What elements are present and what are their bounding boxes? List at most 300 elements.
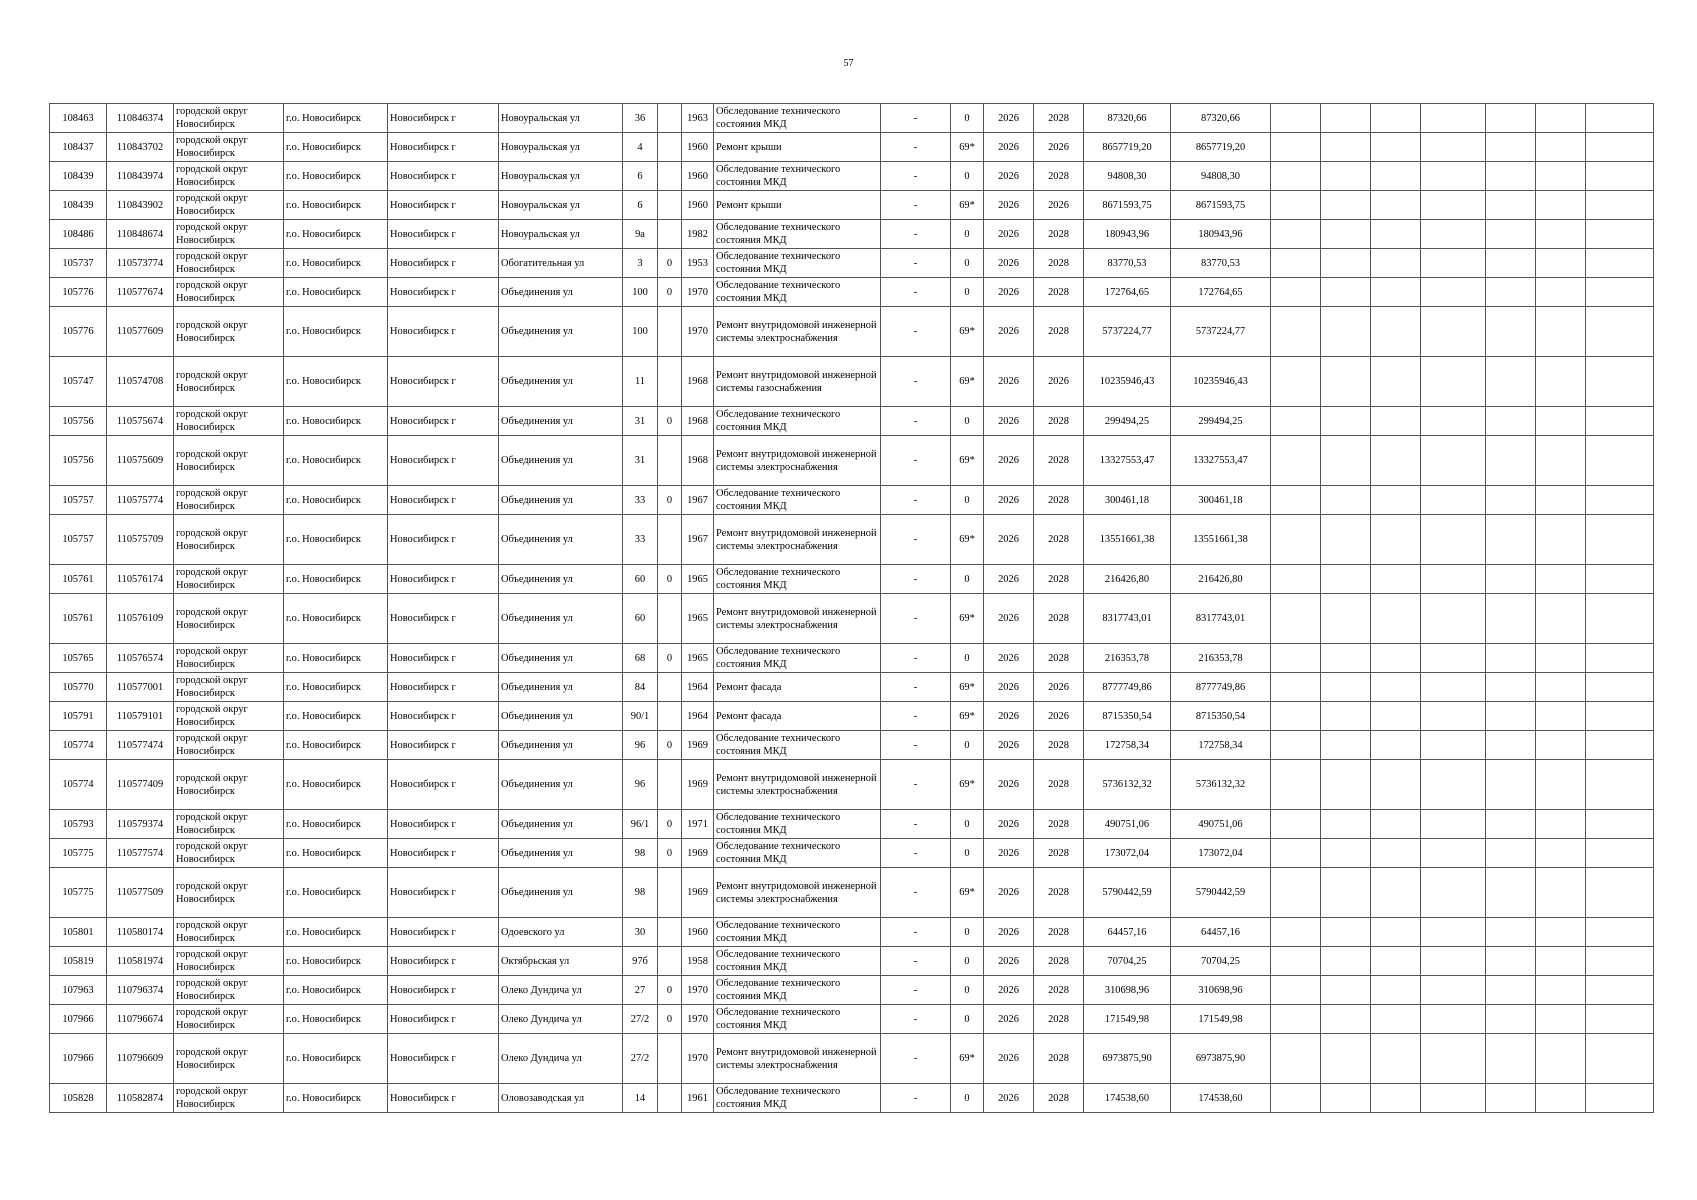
cell-empty [1486,673,1536,702]
cell-house-number: 98 [623,868,658,918]
cell-empty [1486,249,1536,278]
cell-empty [1321,810,1371,839]
cell-empty [1371,162,1421,191]
cell-city: Новосибирск г [388,810,499,839]
cell-empty [1586,868,1654,918]
cell-house-number: 31 [623,436,658,486]
cell-build-year: 1964 [682,702,714,731]
cell-end-year: 2028 [1034,594,1084,644]
cell-district: городской округ Новосибирск [174,486,284,515]
cell-empty [1486,918,1536,947]
cell-municipality: г.о. Новосибирск [284,702,388,731]
cell-work-code: 110577509 [107,868,174,918]
cell-work-code: 110796374 [107,976,174,1005]
cell-record-id: 105774 [50,760,107,810]
cell-district: городской округ Новосибирск [174,1005,284,1034]
cell-municipality: г.о. Новосибирск [284,220,388,249]
cell-work-code: 110577674 [107,278,174,307]
cell-work-type: Обследование технического состояния МКД [714,731,881,760]
cell-empty [1321,307,1371,357]
cell-empty [1536,760,1586,810]
cell-total-cost: 490751,06 [1171,810,1271,839]
cell-total-cost: 173072,04 [1171,839,1271,868]
cell-cost: 13327553,47 [1084,436,1171,486]
cell-house-number: 98 [623,839,658,868]
cell-total-cost: 8657719,20 [1171,133,1271,162]
cell-unit: - [881,1005,951,1034]
cell-cost: 5790442,59 [1084,868,1171,918]
cell-empty [1486,357,1536,407]
cell-district: городской округ Новосибирск [174,868,284,918]
table-row [50,278,1654,307]
table-row [50,760,1654,810]
cell-house-number: 90/1 [623,702,658,731]
cell-end-year: 2028 [1034,436,1084,486]
cell-empty [1271,976,1321,1005]
cell-cost: 94808,30 [1084,162,1171,191]
cell-building-number [658,868,682,918]
cell-empty [1371,191,1421,220]
cell-volume: 69* [951,760,984,810]
cell-building-number: 0 [658,1005,682,1034]
cell-empty [1586,1084,1654,1113]
cell-volume: 0 [951,810,984,839]
cell-empty [1371,515,1421,565]
cell-house-number: 27/2 [623,1034,658,1084]
cell-build-year: 1965 [682,565,714,594]
cell-start-year: 2026 [984,644,1034,673]
cell-empty [1271,307,1321,357]
cell-total-cost: 172758,34 [1171,731,1271,760]
cell-empty [1421,515,1486,565]
cell-work-code: 110574708 [107,357,174,407]
cell-municipality: г.о. Новосибирск [284,486,388,515]
cell-district: городской округ Новосибирск [174,133,284,162]
cell-city: Новосибирск г [388,220,499,249]
cell-district: городской округ Новосибирск [174,407,284,436]
cell-volume: 69* [951,307,984,357]
cell-work-code: 110582874 [107,1084,174,1113]
cell-unit: - [881,976,951,1005]
cell-record-id: 105774 [50,731,107,760]
cell-empty [1586,191,1654,220]
cell-house-number: 14 [623,1084,658,1113]
cell-empty [1536,644,1586,673]
cell-empty [1271,162,1321,191]
cell-building-number [658,357,682,407]
cell-cost: 6973875,90 [1084,1034,1171,1084]
cell-empty [1271,249,1321,278]
cell-building-number: 0 [658,976,682,1005]
cell-end-year: 2026 [1034,357,1084,407]
table-row [50,810,1654,839]
cell-empty [1586,976,1654,1005]
cell-start-year: 2026 [984,1005,1034,1034]
cell-empty [1536,133,1586,162]
table-row [50,515,1654,565]
cell-empty [1486,839,1536,868]
cell-empty [1586,702,1654,731]
cell-unit: - [881,702,951,731]
cell-empty [1486,515,1536,565]
cell-work-type: Ремонт внутридомовой инженерной системы электроснабжения [714,868,881,918]
cell-district: городской округ Новосибирск [174,191,284,220]
cell-empty [1271,644,1321,673]
cell-unit: - [881,515,951,565]
table-row [50,839,1654,868]
cell-district: городской округ Новосибирск [174,357,284,407]
cell-cost: 310698,96 [1084,976,1171,1005]
cell-empty [1486,133,1536,162]
cell-city: Новосибирск г [388,976,499,1005]
cell-end-year: 2028 [1034,947,1084,976]
cell-record-id: 105737 [50,249,107,278]
cell-build-year: 1953 [682,249,714,278]
cell-start-year: 2026 [984,486,1034,515]
cell-work-code: 110846374 [107,104,174,133]
cell-empty [1486,191,1536,220]
cell-empty [1536,436,1586,486]
cell-empty [1271,104,1321,133]
cell-volume: 0 [951,278,984,307]
cell-total-cost: 64457,16 [1171,918,1271,947]
cell-empty [1586,307,1654,357]
cell-city: Новосибирск г [388,594,499,644]
cell-empty [1321,839,1371,868]
cell-empty [1421,918,1486,947]
cell-total-cost: 6973875,90 [1171,1034,1271,1084]
cell-end-year: 2026 [1034,191,1084,220]
cell-unit: - [881,594,951,644]
cell-cost: 70704,25 [1084,947,1171,976]
cell-build-year: 1967 [682,486,714,515]
cell-work-code: 110575709 [107,515,174,565]
cell-empty [1536,947,1586,976]
cell-empty [1271,810,1321,839]
cell-empty [1321,594,1371,644]
cell-empty [1371,278,1421,307]
cell-empty [1321,868,1371,918]
table-row [50,357,1654,407]
cell-start-year: 2026 [984,673,1034,702]
cell-empty [1321,644,1371,673]
cell-empty [1536,1084,1586,1113]
cell-build-year: 1965 [682,594,714,644]
cell-end-year: 2028 [1034,644,1084,673]
cell-building-number [658,947,682,976]
cell-record-id: 105756 [50,407,107,436]
cell-district: городской округ Новосибирск [174,976,284,1005]
cell-house-number: 96 [623,731,658,760]
cell-city: Новосибирск г [388,357,499,407]
cell-district: городской округ Новосибирск [174,249,284,278]
cell-work-code: 110577574 [107,839,174,868]
cell-record-id: 105770 [50,673,107,702]
cell-municipality: г.о. Новосибирск [284,760,388,810]
cell-empty [1371,673,1421,702]
cell-build-year: 1970 [682,1005,714,1034]
cell-cost: 174538,60 [1084,1084,1171,1113]
cell-work-type: Ремонт крыши [714,191,881,220]
cell-empty [1271,594,1321,644]
cell-empty [1271,486,1321,515]
cell-work-type: Ремонт фасада [714,673,881,702]
cell-total-cost: 13551661,38 [1171,515,1271,565]
cell-house-number: 3 [623,249,658,278]
cell-unit: - [881,731,951,760]
cell-cost: 87320,66 [1084,104,1171,133]
cell-empty [1586,594,1654,644]
cell-street: Оловозаводская ул [499,1084,623,1113]
cell-start-year: 2026 [984,760,1034,810]
cell-work-code: 110843902 [107,191,174,220]
cell-work-code: 110577001 [107,673,174,702]
cell-empty [1421,1034,1486,1084]
cell-empty [1421,278,1486,307]
cell-volume: 0 [951,104,984,133]
cell-unit: - [881,673,951,702]
cell-city: Новосибирск г [388,731,499,760]
cell-empty [1586,486,1654,515]
cell-building-number [658,594,682,644]
cell-unit: - [881,278,951,307]
cell-volume: 69* [951,191,984,220]
cell-district: городской округ Новосибирск [174,810,284,839]
cell-building-number: 0 [658,810,682,839]
cell-empty [1421,594,1486,644]
cell-volume: 69* [951,868,984,918]
cell-street: Одоевского ул [499,918,623,947]
cell-end-year: 2028 [1034,976,1084,1005]
cell-street: Олеко Дундича ул [499,976,623,1005]
cell-city: Новосибирск г [388,702,499,731]
cell-end-year: 2028 [1034,515,1084,565]
cell-empty [1486,594,1536,644]
cell-record-id: 105757 [50,486,107,515]
cell-cost: 13551661,38 [1084,515,1171,565]
cell-work-type: Ремонт внутридомовой инженерной системы электроснабжения [714,594,881,644]
cell-cost: 10235946,43 [1084,357,1171,407]
cell-volume: 0 [951,486,984,515]
cell-work-type: Обследование технического состояния МКД [714,810,881,839]
cell-empty [1321,1005,1371,1034]
cell-empty [1371,1084,1421,1113]
cell-unit: - [881,1084,951,1113]
cell-work-type: Обследование технического состояния МКД [714,839,881,868]
cell-unit: - [881,307,951,357]
cell-unit: - [881,918,951,947]
cell-end-year: 2026 [1034,702,1084,731]
cell-cost: 8671593,75 [1084,191,1171,220]
cell-district: городской округ Новосибирск [174,644,284,673]
cell-empty [1271,673,1321,702]
cell-city: Новосибирск г [388,644,499,673]
cell-volume: 0 [951,249,984,278]
cell-end-year: 2028 [1034,162,1084,191]
cell-empty [1421,839,1486,868]
cell-empty [1486,760,1536,810]
cell-unit: - [881,191,951,220]
cell-build-year: 1968 [682,357,714,407]
cell-volume: 0 [951,407,984,436]
cell-total-cost: 87320,66 [1171,104,1271,133]
cell-city: Новосибирск г [388,947,499,976]
cell-empty [1271,839,1321,868]
cell-city: Новосибирск г [388,249,499,278]
cell-city: Новосибирск г [388,760,499,810]
cell-start-year: 2026 [984,436,1034,486]
table-row [50,1084,1654,1113]
cell-work-code: 110843974 [107,162,174,191]
cell-empty [1421,1084,1486,1113]
table-row [50,191,1654,220]
cell-street: Объединения ул [499,594,623,644]
cell-city: Новосибирск г [388,162,499,191]
cell-total-cost: 94808,30 [1171,162,1271,191]
cell-total-cost: 174538,60 [1171,1084,1271,1113]
cell-work-code: 110576574 [107,644,174,673]
cell-end-year: 2028 [1034,104,1084,133]
cell-record-id: 108463 [50,104,107,133]
cell-start-year: 2026 [984,162,1034,191]
cell-record-id: 105819 [50,947,107,976]
cell-empty [1486,436,1536,486]
cell-record-id: 105761 [50,565,107,594]
cell-empty [1371,810,1421,839]
cell-empty [1371,868,1421,918]
cell-district: городской округ Новосибирск [174,278,284,307]
cell-end-year: 2028 [1034,1084,1084,1113]
cell-work-code: 110843702 [107,133,174,162]
cell-empty [1586,104,1654,133]
cell-empty [1371,407,1421,436]
cell-empty [1586,644,1654,673]
cell-volume: 69* [951,357,984,407]
cell-empty [1421,220,1486,249]
cell-total-cost: 216426,80 [1171,565,1271,594]
cell-empty [1371,249,1421,278]
cell-empty [1486,1084,1536,1113]
cell-empty [1536,731,1586,760]
cell-empty [1421,810,1486,839]
table-row [50,594,1654,644]
cell-empty [1486,976,1536,1005]
cell-empty [1421,486,1486,515]
cell-end-year: 2028 [1034,1005,1084,1034]
cell-cost: 8317743,01 [1084,594,1171,644]
cell-empty [1536,1034,1586,1084]
cell-house-number: 60 [623,565,658,594]
cell-start-year: 2026 [984,407,1034,436]
cell-building-number [658,104,682,133]
cell-street: Объединения ул [499,760,623,810]
cell-empty [1486,947,1536,976]
cell-empty [1271,220,1321,249]
cell-empty [1421,673,1486,702]
cell-house-number: 96 [623,760,658,810]
cell-street: Объединения ул [499,515,623,565]
cell-unit: - [881,810,951,839]
cell-record-id: 105765 [50,644,107,673]
cell-record-id: 105756 [50,436,107,486]
cell-street: Объединения ул [499,731,623,760]
cell-district: городской округ Новосибирск [174,515,284,565]
cell-empty [1321,486,1371,515]
cell-end-year: 2028 [1034,918,1084,947]
cell-building-number [658,515,682,565]
cell-empty [1371,702,1421,731]
cell-municipality: г.о. Новосибирск [284,868,388,918]
cell-municipality: г.о. Новосибирск [284,565,388,594]
cell-empty [1371,565,1421,594]
cell-empty [1586,731,1654,760]
cell-record-id: 105761 [50,594,107,644]
cell-house-number: 4 [623,133,658,162]
table-row [50,162,1654,191]
cell-district: городской округ Новосибирск [174,162,284,191]
cell-cost: 8715350,54 [1084,702,1171,731]
cell-work-type: Ремонт внутридомовой инженерной системы электроснабжения [714,515,881,565]
cell-build-year: 1971 [682,810,714,839]
table-row [50,702,1654,731]
cell-build-year: 1967 [682,515,714,565]
cell-city: Новосибирск г [388,133,499,162]
cell-city: Новосибирск г [388,486,499,515]
cell-building-number: 0 [658,249,682,278]
cell-empty [1371,918,1421,947]
cell-work-code: 110577609 [107,307,174,357]
table-row [50,407,1654,436]
cell-cost: 8777749,86 [1084,673,1171,702]
cell-work-type: Ремонт внутридомовой инженерной системы электроснабжения [714,760,881,810]
cell-unit: - [881,436,951,486]
cell-empty [1421,868,1486,918]
cell-total-cost: 5736132,32 [1171,760,1271,810]
cell-empty [1271,947,1321,976]
cell-total-cost: 5737224,77 [1171,307,1271,357]
cell-house-number: 97б [623,947,658,976]
table-row [50,868,1654,918]
cell-city: Новосибирск г [388,868,499,918]
cell-empty [1321,436,1371,486]
cell-work-type: Обследование технического состояния МКД [714,565,881,594]
cell-cost: 5737224,77 [1084,307,1171,357]
cell-total-cost: 70704,25 [1171,947,1271,976]
cell-house-number: 100 [623,307,658,357]
cell-end-year: 2028 [1034,486,1084,515]
cell-street: Объединения ул [499,436,623,486]
cell-district: городской округ Новосибирск [174,104,284,133]
cell-street: Объединения ул [499,673,623,702]
cell-building-number [658,918,682,947]
cell-district: городской округ Новосибирск [174,565,284,594]
cell-total-cost: 8777749,86 [1171,673,1271,702]
cell-cost: 300461,18 [1084,486,1171,515]
cell-work-code: 110575674 [107,407,174,436]
cell-building-number [658,307,682,357]
cell-empty [1586,565,1654,594]
cell-empty [1586,1005,1654,1034]
cell-work-type: Обследование технического состояния МКД [714,918,881,947]
cell-empty [1321,133,1371,162]
cell-work-type: Обследование технического состояния МКД [714,104,881,133]
cell-city: Новосибирск г [388,1084,499,1113]
cell-empty [1536,486,1586,515]
cell-volume: 0 [951,565,984,594]
cell-work-type: Ремонт внутридомовой инженерной системы электроснабжения [714,436,881,486]
cell-start-year: 2026 [984,947,1034,976]
cell-street: Объединения ул [499,357,623,407]
